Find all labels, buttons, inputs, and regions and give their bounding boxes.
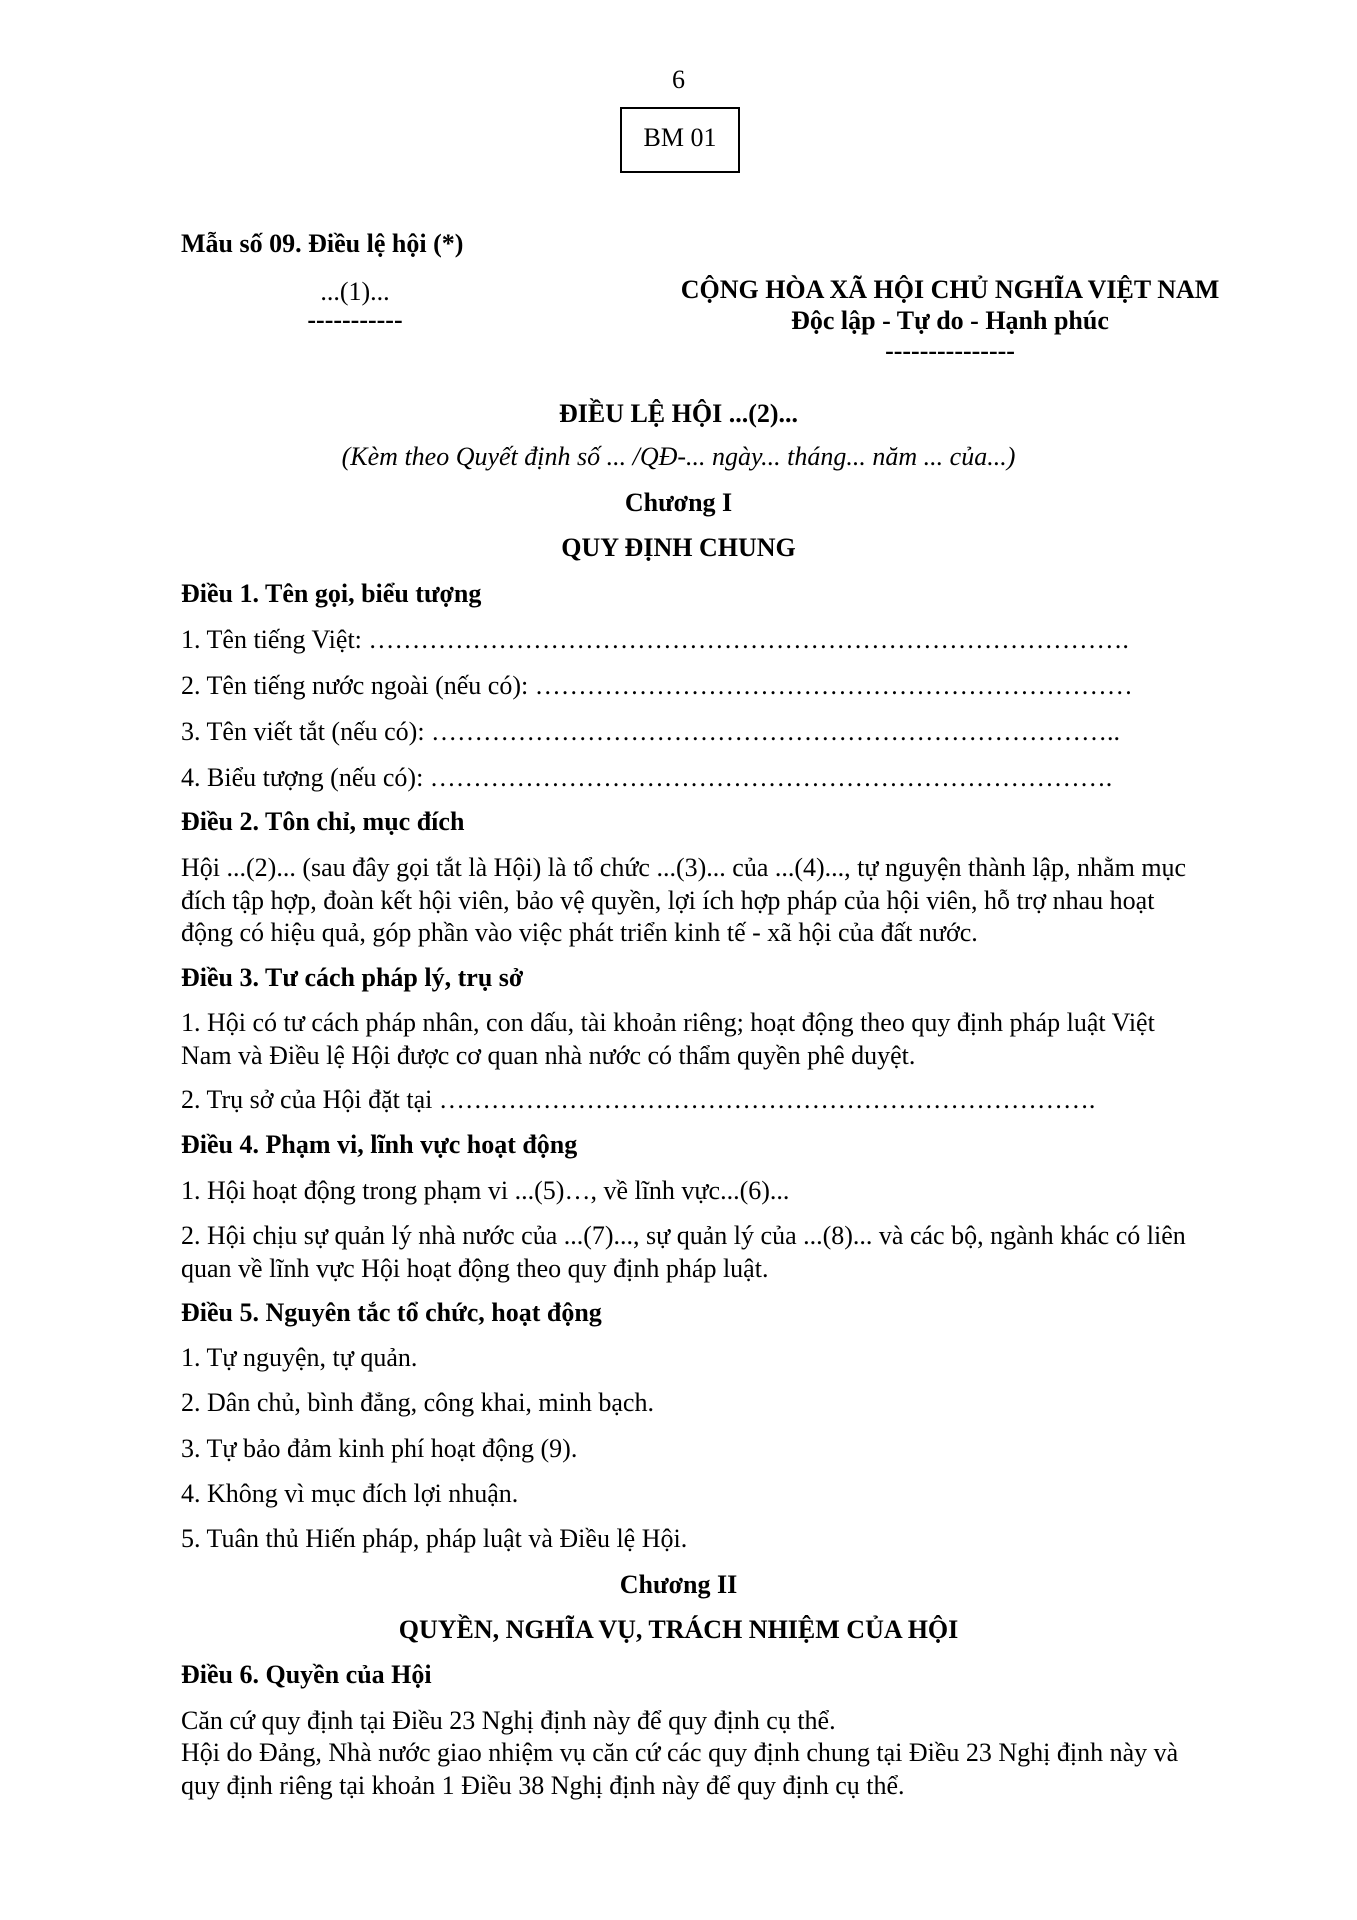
form-title: Mẫu số 09. Điều lệ hội (*) [181,229,464,258]
article1-item: 2. Tên tiếng nước ngoài (nếu có): …………………………………………………………… [181,671,1133,700]
article3-heading: Điều 3. Tư cách pháp lý, trụ sở [181,963,524,992]
national-divider: --------------- [885,336,1015,365]
article6-heading: Điều 6. Quyền của Hội [181,1660,432,1689]
chapter1-label: Chương I [624,488,733,517]
article4-heading: Điều 4. Phạm vi, lĩnh vực hoạt động [181,1130,578,1159]
article1-item: 4. Biểu tượng (nếu có): ……………………………………………………………………. [181,763,1113,792]
article6-line2: Hội do Đảng, Nhà nước giao nhiệm vụ căn cứ các quy định chung tại Điều 23 Nghị định này và quy định riêng tại khoản 1 Điều 38 Nghị định này để quy định cụ thể. [181,1738,1179,1800]
page-number: 6 [672,65,685,94]
article4-item2: 2. Hội chịu sự quản lý nhà nước của ...(7)..., sự quản lý của ...(8)... và các bộ, ngành khác có liên quan về lĩnh vực Hội hoạt động theo quy định pháp luật. [181,1221,1186,1283]
form-code-box: BM 01 [620,107,740,173]
article1-item: 3. Tên viết tắt (nếu có): …………………………………………………………………….. [181,717,1121,746]
chapter2-title: QUYỀN, NGHĨA VỤ, TRÁCH NHIỆM CỦA HỘI [398,1615,959,1644]
article6-line1: Căn cứ quy định tại Điều 23 Nghị định này để quy định cụ thể. [181,1706,836,1735]
document-subtitle: (Kèm theo Quyết định số ... /QĐ-... ngày... tháng... năm ... của...) [341,442,1016,471]
document-title: ĐIỀU LỆ HỘI ...(2)... [558,399,799,428]
national-motto: Độc lập - Tự do - Hạnh phúc [791,306,1109,335]
issuing-org-divider: ----------- [307,305,403,334]
article5-item: 3. Tự bảo đảm kinh phí hoạt động (9). [181,1434,578,1463]
national-title: CỘNG HÒA XÃ HỘI CHỦ NGHĨA VIỆT NAM [680,275,1220,304]
article5-item: 5. Tuân thủ Hiến pháp, pháp luật và Điều lệ Hội. [181,1524,688,1553]
article4-item1: 1. Hội hoạt động trong phạm vi ...(5)…, về lĩnh vực...(6)... [181,1176,790,1205]
article1-item: 1. Tên tiếng Việt: ……………………………………………………………………………. [181,625,1129,654]
article5-heading: Điều 5. Nguyên tắc tổ chức, hoạt động [181,1298,602,1327]
issuing-org-placeholder: ...(1)... [320,277,390,306]
article3-item1: 1. Hội có tư cách pháp nhân, con dấu, tài khoản riêng; hoạt động theo quy định pháp luật Việt Nam và Điều lệ Hội được cơ quan nhà nước có thẩm quyền phê duyệt. [181,1008,1155,1070]
article1-heading: Điều 1. Tên gọi, biểu tượng [181,579,482,608]
chapter1-title: QUY ĐỊNH CHUNG [561,533,796,562]
article2-heading: Điều 2. Tôn chỉ, mục đích [181,807,465,836]
article3-item2: 2. Trụ sở của Hội đặt tại …………………………………………………………………. [181,1085,1096,1114]
article5-item: 4. Không vì mục đích lợi nhuận. [181,1479,519,1508]
article5-item: 1. Tự nguyện, tự quản. [181,1343,418,1372]
chapter2-label: Chương II [619,1570,738,1599]
article5-item: 2. Dân chủ, bình đẳng, công khai, minh bạch. [181,1388,654,1417]
article2-text: Hội ...(2)... (sau đây gọi tắt là Hội) là tổ chức ...(3)... của ...(4)..., tự nguyện thành lập, nhằm mục đích tập hợp, đoàn kết hội viên, bảo vệ quyền, lợi ích hợp pháp của hội viên, hỗ trợ nhau hoạt động có hiệu quả, góp phần vào việc phát triển kinh tế - xã hội của đất nước. [181,853,1187,947]
